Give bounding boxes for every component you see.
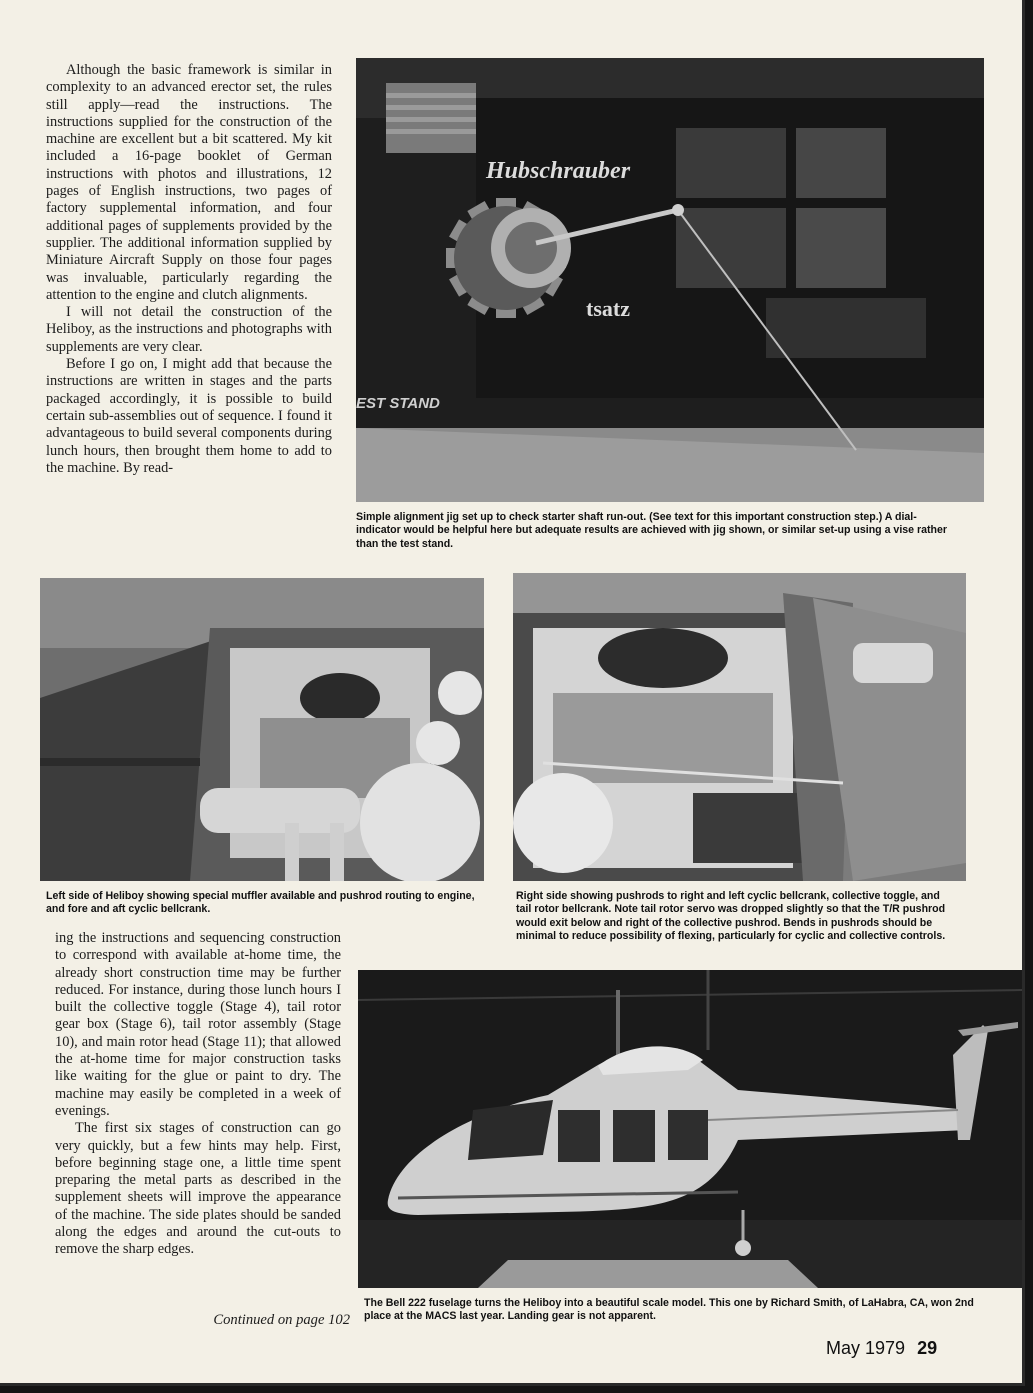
- article-paragraph: The first six stages of construction can go very quickly, but a few hints may help. First, before beginning stage one, a little time spent preparing the metal parts as described in the supplement sheets will improve the appearance of the machine. The side plates should be sanded along the edges and around the cut-outs to remove the sharp edges.: [55, 1120, 341, 1258]
- right-side-image: [513, 573, 966, 881]
- bell-222-helicopter-image: [358, 970, 1022, 1288]
- article-paragraph: I will not detail the construction of the Heliboy, as the instructions and photographs with supplements are very clear.: [46, 304, 332, 355]
- caption-right-photo: Right side showing pushrods to right and left cyclic bellcrank, collective toggle, and tail rotor bellcrank. Note tail rotor servo was dropped slightly so that the T/R pushrod would exit below and right of the collective pushrod. Bends in pushrods should be minimal to reduce possibility of flexing, particularly for cyclic and collective controls.: [516, 890, 946, 943]
- sign-hubschrauber: Hubschrauber: [486, 158, 631, 184]
- photo-alignment-jig: [356, 58, 984, 502]
- photo-left-side: [40, 578, 484, 881]
- engine-test-stand-image: [356, 58, 984, 502]
- caption-bottom-photo: The Bell 222 fuselage turns the Heliboy into a beautiful scale model. This one by Richard Smith, of LaHabra, CA, won 2nd place at the MACS last year. Landing gear is not apparent.: [364, 1297, 974, 1323]
- article-paragraph: Although the basic framework is similar in complexity to an advanced erector set, the rules still apply—read the instructions. The instructions supplied for the construction of the machine are excellent but a bit scattered. My kit included a 16-page booklet of German instructions with photos and illustrations, 12 pages of English instructions, two pages of factory supplemental information, and four additional pages of supplements provided by the supplier. The additional information supplied by Miniature Aircraft Supply on those four pages was invaluable, particularly regarding the attention to the engine and clutch alignments.: [46, 62, 332, 303]
- issue-date: May 1979: [826, 1338, 906, 1358]
- left-side-image: [40, 578, 484, 881]
- photo-bell-222: [358, 970, 1022, 1288]
- article-paragraph: ing the instructions and sequencing construction to correspond with available at-home time, the already short construction time may be further reduced. For instance, during those lunch hours I built the collective toggle (Stage 4), tail rotor gear box (Stage 6), tail rotor assembly (Stage 10), and main rotor head (Stage 11); that allowed the at-home time for major construction tasks like waiting for the glue or paint to dry. The machine may easily be completed in a week of evenings.: [55, 930, 341, 1119]
- article-paragraph: Before I go on, I might add that because the instructions are written in stages and the parts packaged accordingly, it is possible to build certain sub-assemblies out of sequence. I found it advantageous to build several components during lunch hours, then brought them home to add to the machine. By read-: [46, 356, 332, 476]
- photo-right-side: [513, 573, 966, 881]
- caption-left-photo: Left side of Heliboy showing special muffler available and pushrod routing to engine, and fore and aft cyclic bellcrank.: [46, 890, 475, 916]
- page-number: 29: [917, 1338, 938, 1358]
- caption-top-photo: Simple alignment jig set up to check starter shaft run-out. (See text for this important construction step.) A dial-indicator would be helpful here but adequate results are achieved with jig shown, or similar set-up using a vise rather than the test stand.: [356, 511, 948, 550]
- continued-note: Continued on page 102: [213, 1312, 350, 1328]
- sign-fragment: tsatz: [586, 296, 630, 321]
- article-column-2: [55, 930, 341, 1310]
- stand-label: EST STAND: [356, 395, 440, 412]
- article-column-1: [46, 62, 332, 568]
- page-footer: [826, 1338, 937, 1359]
